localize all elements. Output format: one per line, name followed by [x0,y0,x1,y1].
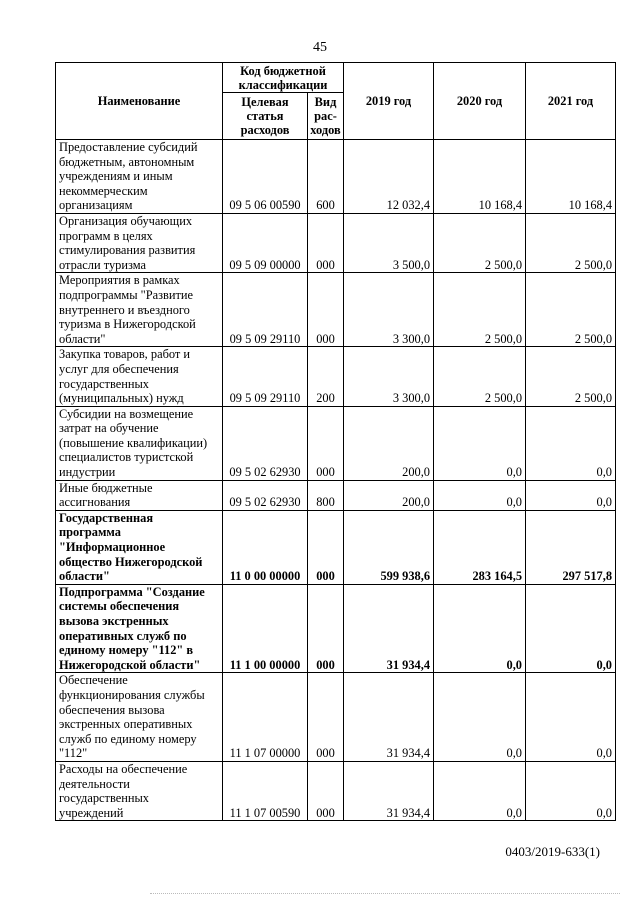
target-article: 09 5 02 62930 [223,406,308,480]
amount-2019: 3 300,0 [344,273,434,347]
amount-2019: 200,0 [344,406,434,480]
amount-2021: 0,0 [526,673,616,762]
page-number: 45 [313,40,327,55]
amount-2019: 31 934,4 [344,673,434,762]
expense-type: 600 [308,140,344,214]
header-year-2021: 2021 год [526,63,616,140]
amount-2020: 0,0 [434,761,526,820]
row-name: Закупка товаров, работ и услуг для обеспечения государственных (муниципальных) нужд [56,347,223,406]
expense-type: 800 [308,480,344,510]
amount-2020: 2 500,0 [434,347,526,406]
table-row [56,761,616,820]
amount-2020: 283 164,5 [434,510,526,584]
table-row [56,673,616,762]
amount-2020: 0,0 [434,406,526,480]
header-year-2020: 2020 год [434,63,526,140]
target-article: 09 5 02 62930 [223,480,308,510]
target-article: 11 1 07 00590 [223,761,308,820]
amount-2019: 12 032,4 [344,140,434,214]
expense-type: 200 [308,347,344,406]
document-code: 0403/2019-633(1) [505,844,600,859]
target-article: 11 1 00 00000 [223,584,308,673]
table-body [56,140,616,821]
header-expense-type: Вид рас- ходов [308,93,344,140]
expense-type: 000 [308,213,344,272]
header-code-group: Код бюджетной классификации [223,63,344,93]
row-name: Организация обучающих программ в целях стимулирования развития отрасли туризма [56,213,223,272]
amount-2019: 3 500,0 [344,213,434,272]
expense-type: 000 [308,584,344,673]
budget-table [55,62,616,821]
row-name: Государственная программа "Информационное общество Нижегородской области" [56,510,223,584]
expense-type: 000 [308,510,344,584]
row-name: Обеспечение функционирования службы обеспечения вызова экстренных оперативных служб по единому номеру "112" [56,673,223,762]
amount-2019: 31 934,4 [344,761,434,820]
amount-2021: 0,0 [526,480,616,510]
target-article: 09 5 09 29110 [223,273,308,347]
amount-2020: 2 500,0 [434,213,526,272]
table-row [56,510,616,584]
amount-2021: 2 500,0 [526,213,616,272]
header-name: Наименование [56,63,223,140]
amount-2021: 10 168,4 [526,140,616,214]
row-name: Иные бюджетные ассигнования [56,480,223,510]
amount-2021: 0,0 [526,584,616,673]
target-article: 09 5 09 00000 [223,213,308,272]
table-row [56,480,616,510]
amount-2019: 3 300,0 [344,347,434,406]
amount-2020: 0,0 [434,673,526,762]
expense-type: 000 [308,406,344,480]
amount-2020: 0,0 [434,584,526,673]
amount-2021: 297 517,8 [526,510,616,584]
table-row [56,140,616,214]
table-header [56,63,616,140]
target-article: 11 1 07 00000 [223,673,308,762]
amount-2021: 2 500,0 [526,347,616,406]
expense-type: 000 [308,273,344,347]
amount-2019: 200,0 [344,480,434,510]
scan-line [150,893,620,895]
expense-type: 000 [308,673,344,762]
table-row [56,584,616,673]
table-row [56,406,616,480]
target-article: 11 0 00 00000 [223,510,308,584]
amount-2019: 599 938,6 [344,510,434,584]
row-name: Расходы на обеспечение деятельности государственных учреждений [56,761,223,820]
amount-2019: 31 934,4 [344,584,434,673]
amount-2021: 0,0 [526,406,616,480]
table-row [56,273,616,347]
expense-type: 000 [308,761,344,820]
header-year-2019: 2019 год [344,63,434,140]
row-name: Субсидии на возмещение затрат на обучение (повышение квалификации) специалистов туристской индустрии [56,406,223,480]
amount-2021: 0,0 [526,761,616,820]
amount-2020: 0,0 [434,480,526,510]
amount-2020: 10 168,4 [434,140,526,214]
row-name: Предоставление субсидий бюджетным, автономным учреждениям и иным некоммерческим организациям [56,140,223,214]
row-name: Подпрограмма "Создание системы обеспечения вызова экстренных оперативных служб по единому номеру "112" в Нижегородской области" [56,584,223,673]
target-article: 09 5 09 29110 [223,347,308,406]
amount-2020: 2 500,0 [434,273,526,347]
amount-2021: 2 500,0 [526,273,616,347]
table-row [56,347,616,406]
table-row [56,213,616,272]
target-article: 09 5 06 00590 [223,140,308,214]
row-name: Мероприятия в рамках подпрограммы "Развитие внутреннего и въездного туризма в Нижегородской области" [56,273,223,347]
header-target-article: Целевая статья расходов [223,93,308,140]
